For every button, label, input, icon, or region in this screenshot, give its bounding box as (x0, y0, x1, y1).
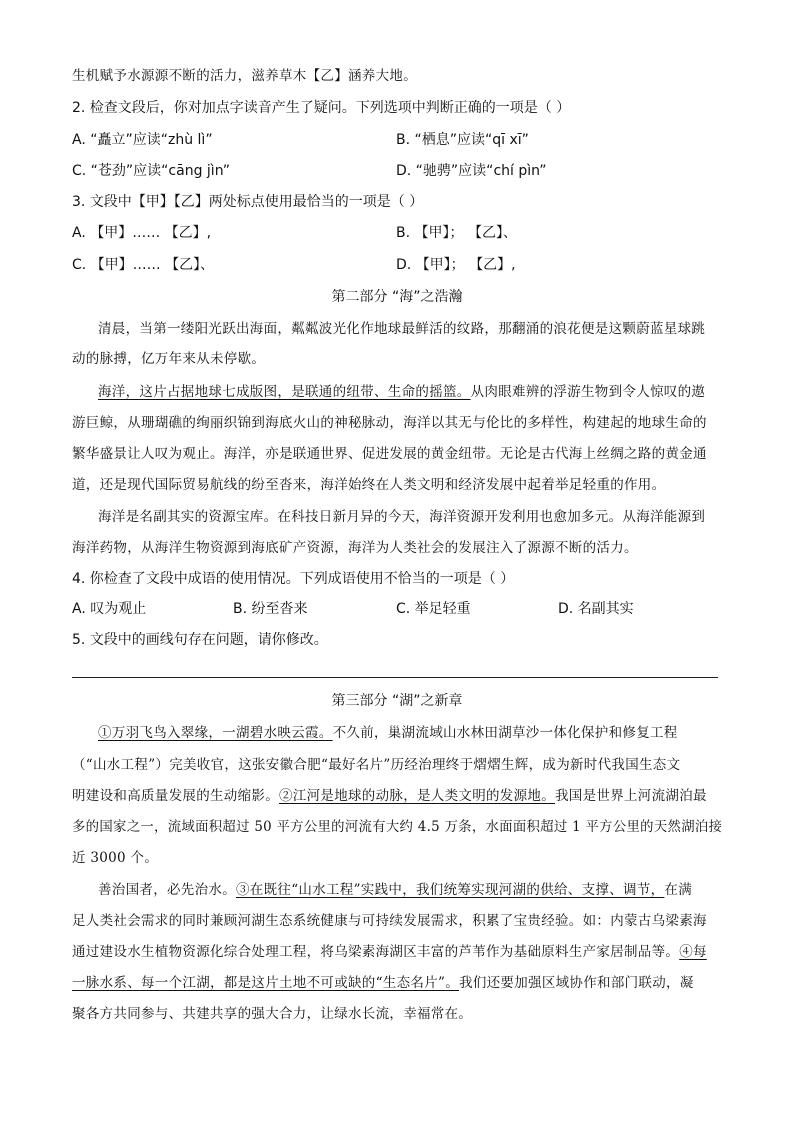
part3-line3-rest: 我国是世界上河流湖泊最 (555, 788, 707, 804)
part3-line6 (98, 881, 692, 899)
part3-line8 (72, 943, 707, 961)
part2-title: 第二部分 “海”之浩瀚 (331, 289, 463, 305)
q5-stem: 5. 文段中的画线句存在问题，请你修改。 (72, 632, 328, 648)
part3-line7: 足人类社会需求的同时兼顾河湖生态系统健康与可持续发展需求，积累了宝贵经验。如：内蒙古乌梁素海 (72, 913, 707, 929)
part3-line5: 近 3000 个。 (72, 850, 159, 866)
q3-option-d: D. 【甲】； 【乙】, (396, 257, 516, 273)
q4-option-a: A. 叹为观止 (72, 601, 147, 617)
part2-p2-line3: 繁华盛景让人叹为观止。海洋，亦是联通世界、促进发展的黄金纽带。无论是古代海上丝绸之路的黄金通 (72, 446, 707, 462)
q4-option-c: C. 举足轻重 (396, 601, 471, 617)
underlined-sentence: 海洋，这片占据地球七成版图，是联通的纽带、生命的摇篮。 (98, 384, 471, 400)
part3-line8-start: 通过建设水生植物资源化综合处理工程，将乌梁素海湖区丰富的芦苇作为基础原料生产家居制品等。 (72, 944, 680, 960)
underlined-sentence-4-end: 一脉水系、每一个江湖，都是这片土地不可或缺的“生态名片”。 (72, 975, 460, 991)
q2-stem: 2. 检查文段后，你对加点字读音产生了疑问。下列选项中判断正确的一项是（ ） (72, 100, 571, 116)
q3-option-c: C. 【甲】…… 【乙】、 (72, 257, 215, 273)
part2-p1-line2: 动的脉搏，亿万年来从未停歇。 (72, 351, 266, 367)
underlined-sentence-2: ②江河是地球的动脉，是人类文明的发源地。 (279, 788, 555, 804)
underlined-sentence-1: ①万羽飞鸟入翠缘，一湖碧水映云霞。 (98, 725, 333, 741)
part3-line3-start: 明建设和高质量发展的生动缩影。 (72, 788, 279, 804)
q3-option-b: B. 【甲】； 【乙】、 (396, 225, 517, 241)
q2-option-c: C. “苍劲”应读“cāng jìn” (72, 163, 231, 179)
underlined-sentence-3: ③在既往“山水工程”实践中，我们统筹实现河湖的供给、支撑、调节， (236, 882, 665, 898)
part3-line4: 多的国家之一，流域面积超过 50 平方公里的河流有大约 4.5 万条，水面面积超过 1 平方公里的天然湖泊接 (72, 819, 723, 835)
section-divider (72, 677, 718, 678)
part3-line9-rest: 我们还要加强区域协作和部门联动，凝 (459, 975, 694, 991)
part2-p2-line2: 游巨鲸，从珊瑚礁的绚丽织锦到海底火山的神秘脉动，海洋以其无与伦比的多样性，构建起的地球生命的 (72, 415, 707, 431)
part3-title: 第三部分 “湖”之新章 (331, 693, 463, 709)
part3-line1 (98, 724, 678, 742)
q3-option-a: A. 【甲】…… 【乙】, (72, 225, 212, 241)
part3-line6-start: 善治国者，必先治水。 (98, 882, 236, 898)
q2-option-a: A. “矗立”应读“zhù lì” (72, 132, 213, 148)
q2-option-b: B. “栖息”应读“qī xī” (396, 132, 529, 148)
q4-stem: 4. 你检查了文段中成语的使用情况。下列成语使用不恰当的一项是（ ） (72, 571, 515, 587)
q4-option-b: B. 纷至沓来 (233, 601, 308, 617)
part3-line10: 聚各方共同参与、共建共享的强大合力，让绿水长流，幸福常在。 (72, 1006, 473, 1022)
q3-stem: 3. 文段中【甲】【乙】两处标点使用最恰当的一项是（ ） (72, 194, 424, 210)
part3-line3 (72, 787, 707, 805)
part2-p2-line4: 道，还是现代国际贸易航线的纷至沓来，海洋始终在人类文明和经济发展中起着举足轻重的作用。 (72, 477, 666, 493)
q2-option-d: D. “驰骋”应读“chí pìn” (396, 163, 547, 179)
part2-p3-line2: 海洋药物，从海洋生物资源到海底矿产资源，海洋为人类社会的发展注入了源源不断的活力。 (72, 540, 638, 556)
part3-line1-rest: 不久前，巢湖流域山水林田湖草沙一体化保护和修复工程 (332, 725, 678, 741)
underlined-sentence-4-start: ④每 (679, 944, 707, 960)
q4-option-d: D. 名副其实 (558, 601, 634, 617)
part2-p2-line1-rest: 从肉眼难辨的浮游生物到令人惊叹的遨 (470, 384, 706, 400)
part2-p2-line1 (98, 383, 705, 401)
part3-line2: （“山水工程”）完美收官，这张安徽合肥“最好名片”历经治理终于熠熠生辉，成为新时代我国生态文 (72, 757, 681, 773)
part3-line6-rest: 在满 (664, 882, 693, 898)
part2-p1-line1: 清晨，当第一缕阳光跃出海面，粼粼波光化作地球最鲜活的纹路，那翻涌的浪花便是这颗蔚蓝星球跳 (98, 321, 706, 337)
part3-line9 (72, 974, 694, 992)
part1-tail-line: 生机赋予水源源不断的活力，滋养草木【乙】涵养大地。 (72, 68, 417, 84)
part2-p3-line1: 海洋是名副其实的资源宝库。在科技日新月异的今天，海洋资源开发利用也愈加多元。从海洋能源到 (98, 509, 706, 525)
